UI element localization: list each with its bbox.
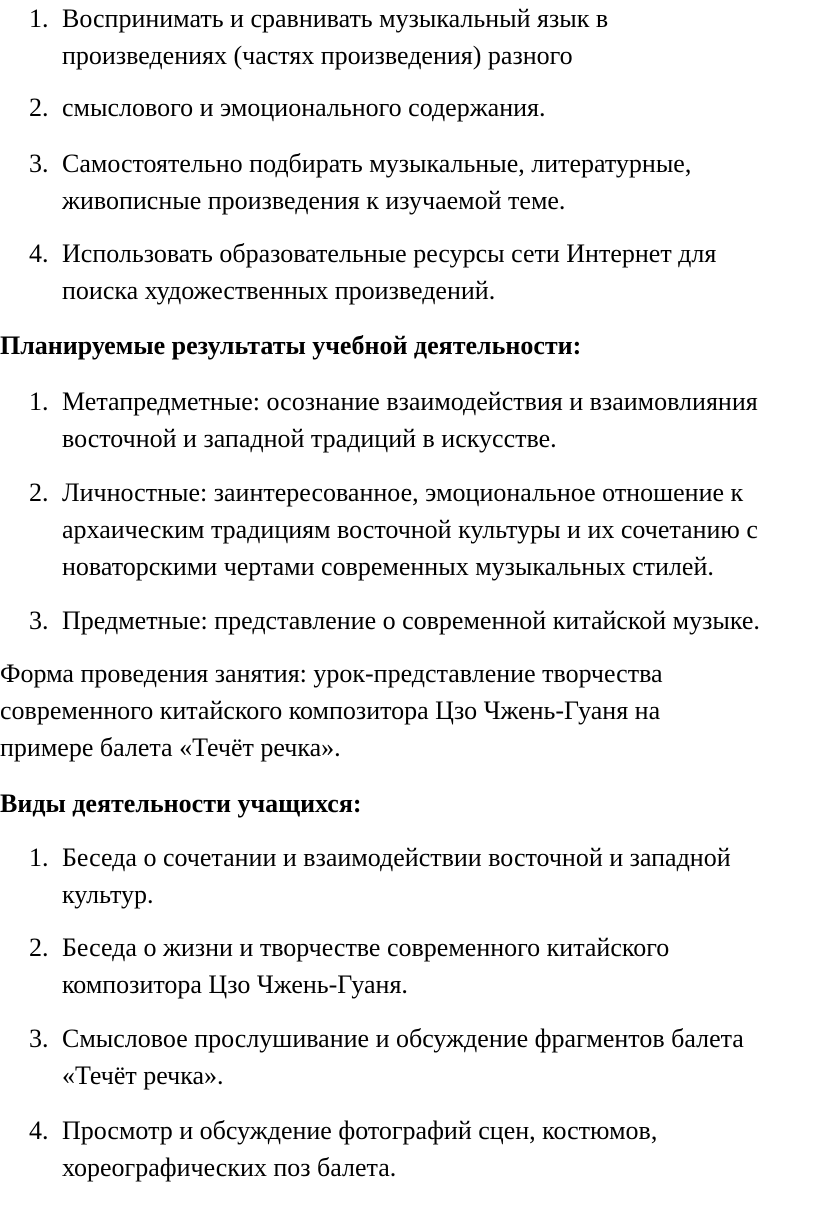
section-heading-results: Планируемые результаты учебной деятельности: bbox=[0, 331, 582, 360]
list-item-text: произведениях (частях произведения) разного bbox=[62, 41, 573, 70]
lesson-form-paragraph bbox=[0, 655, 816, 766]
list-item-text: Смысловое прослушивание и обсуждение фрагментов балета bbox=[62, 1024, 744, 1053]
list-item-number: 2. bbox=[29, 93, 49, 122]
list-item bbox=[0, 1112, 816, 1186]
paragraph-line: современного китайского композитора Цзо Чжень-Гуаня на bbox=[0, 696, 661, 725]
list-item-number: 1. bbox=[29, 4, 49, 33]
list-item-number: 1. bbox=[29, 843, 49, 872]
list-item bbox=[0, 929, 816, 1003]
list-item bbox=[0, 0, 816, 74]
list-item bbox=[0, 89, 816, 126]
list-item-text: Личностные: заинтересованное, эмоциональное отношение к bbox=[62, 478, 744, 507]
list-item-text: архаическим традициям восточной культуры и их сочетанию с bbox=[62, 515, 758, 544]
list-item-text: хореографических поз балета. bbox=[62, 1153, 397, 1182]
list-item-text: Беседа о сочетании и взаимодействии восточной и западной bbox=[62, 843, 731, 872]
list-item-number: 1. bbox=[29, 387, 49, 416]
list-item-number: 3. bbox=[29, 606, 49, 635]
list-item bbox=[0, 1020, 816, 1094]
list-item-text: Воспринимать и сравнивать музыкальный язык в bbox=[62, 4, 609, 33]
list-item-text: культур. bbox=[62, 880, 154, 909]
list-item-text: смыслового и эмоционального содержания. bbox=[62, 93, 546, 122]
list-item-number: 2. bbox=[29, 933, 49, 962]
paragraph-line: Форма проведения занятия: урок-представление творчества bbox=[0, 659, 663, 688]
list-item-text: композитора Цзо Чжень-Гуаня. bbox=[62, 970, 408, 999]
list-item-number: 4. bbox=[29, 1116, 49, 1145]
list-item-text: Метапредметные: осознание взаимодействия и взаимовлияния bbox=[62, 387, 758, 416]
list-item-number: 2. bbox=[29, 478, 49, 507]
list-item-text: Использовать образовательные ресурсы сети Интернет для bbox=[62, 239, 717, 268]
list-item bbox=[0, 474, 816, 585]
paragraph-line: примере балета «Течёт речка». bbox=[0, 733, 341, 762]
list-item-text: Предметные: представление о современной китайской музыке. bbox=[62, 606, 760, 635]
list-item-text: живописные произведения к изучаемой теме. bbox=[62, 186, 566, 215]
list-item-text: восточной и западной традиций в искусстве. bbox=[62, 424, 557, 453]
list-item bbox=[0, 839, 816, 913]
list-item-number: 4. bbox=[29, 239, 49, 268]
list-item-text: «Течёт речка». bbox=[62, 1061, 224, 1090]
list-item bbox=[0, 145, 816, 219]
list-item bbox=[0, 383, 816, 457]
list-item-text: Просмотр и обсуждение фотографий сцен, костюмов, bbox=[62, 1116, 658, 1145]
list-item-text: поиска художественных произведений. bbox=[62, 276, 496, 305]
list-item-text: Самостоятельно подбирать музыкальные, литературные, bbox=[62, 149, 692, 178]
list-item-text: новаторскими чертами современных музыкальных стилей. bbox=[62, 552, 714, 581]
section-heading-activities: Виды деятельности учащихся: bbox=[0, 789, 362, 818]
list-item bbox=[0, 602, 816, 639]
list-item bbox=[0, 235, 816, 309]
list-item-number: 3. bbox=[29, 1024, 49, 1053]
list-item-text: Беседа о жизни и творчестве современного китайского bbox=[62, 933, 670, 962]
list-item-number: 3. bbox=[29, 149, 49, 178]
